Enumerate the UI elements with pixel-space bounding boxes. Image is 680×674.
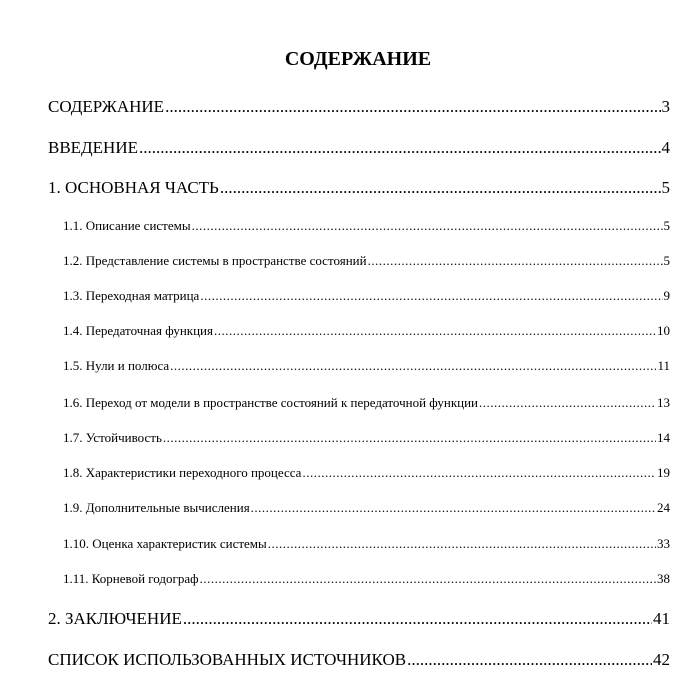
toc-entry[interactable]: [63, 430, 670, 446]
toc-entry-label: 1.1. Описание системы: [63, 218, 191, 233]
dot-leader: [139, 138, 661, 158]
toc-entry-page: 41: [653, 609, 670, 628]
toc-entry-page: 33: [657, 536, 670, 551]
toc-entry[interactable]: [63, 323, 670, 339]
toc-entry-label: 1.2. Представление системы в пространстве состояний: [63, 253, 367, 268]
dot-leader: [368, 253, 663, 269]
toc-entry-page: 5: [663, 253, 670, 268]
toc-entry-label: 1.9. Дополнительные вычисления: [63, 500, 250, 515]
toc-entry[interactable]: [63, 571, 670, 587]
toc-entry-page: 14: [657, 430, 670, 445]
toc-entry-label: 1.8. Характеристики переходного процесса: [63, 465, 302, 480]
toc-entry-label: 1.4. Передаточная функция: [63, 323, 213, 338]
toc-entry-label: СОДЕРЖАНИЕ: [48, 97, 165, 116]
toc-entry-label: 1.11. Корневой годограф: [63, 571, 199, 586]
toc-entry-page: 5: [661, 178, 670, 197]
toc-entry[interactable]: [63, 253, 670, 269]
toc-entry[interactable]: [63, 358, 670, 374]
toc-entry[interactable]: [63, 465, 670, 481]
toc-entry-label: СПИСОК ИСПОЛЬЗОВАННЫХ ИСТОЧНИКОВ: [48, 650, 407, 669]
toc-entry-label: 1.5. Нули и полюса: [63, 358, 170, 373]
dot-leader: [407, 650, 652, 670]
toc-entry-page: 4: [661, 138, 670, 157]
toc-entry-page: 38: [657, 571, 670, 586]
toc-entry-label: 1.7. Устойчивость: [63, 430, 162, 445]
toc-entry-label: 1.10. Оценка характеристик системы: [63, 536, 267, 551]
dot-leader: [200, 288, 662, 304]
dot-leader: [268, 536, 656, 552]
toc-entry[interactable]: [48, 138, 670, 158]
toc-entry[interactable]: [48, 97, 670, 117]
dot-leader: [200, 571, 656, 587]
toc-entry-label: 1.3. Переходная матрица: [63, 288, 200, 303]
toc-entry[interactable]: [63, 500, 670, 516]
dot-leader: [163, 430, 656, 446]
toc-entry[interactable]: [63, 536, 670, 552]
toc-entry-page: 19: [657, 465, 670, 480]
dot-leader: [165, 97, 660, 117]
toc-entry[interactable]: [63, 288, 670, 304]
toc-title: СОДЕРЖАНИЕ: [284, 48, 432, 70]
dot-leader: [214, 323, 656, 339]
toc-entry-page: 5: [663, 218, 670, 233]
toc-entry[interactable]: [63, 218, 670, 234]
dot-leader: [170, 358, 656, 374]
toc-entry-label: 1. ОСНОВНАЯ ЧАСТЬ: [48, 178, 219, 197]
toc-entry-page: 42: [653, 650, 670, 669]
toc-entry-page: 13: [657, 395, 670, 410]
dot-leader: [220, 178, 661, 198]
toc-entry[interactable]: [48, 650, 670, 670]
toc-entry-page: 3: [661, 97, 670, 116]
dot-leader: [192, 218, 663, 234]
dot-leader: [183, 609, 652, 629]
toc-entry-page: 24: [657, 500, 670, 515]
toc-entry-label: 2. ЗАКЛЮЧЕНИЕ: [48, 609, 182, 628]
toc-entry[interactable]: [48, 178, 670, 198]
toc-entry-label: 1.6. Переход от модели в пространстве состояний к передаточной функции: [63, 395, 479, 410]
toc-entry-page: 10: [657, 323, 670, 338]
toc-entry[interactable]: [63, 395, 670, 411]
toc-entry-page: 11: [657, 358, 670, 373]
dot-leader: [479, 395, 656, 411]
toc-entry-label: ВВЕДЕНИЕ: [48, 138, 138, 157]
toc-entry-page: 9: [663, 288, 670, 303]
dot-leader: [302, 465, 656, 481]
toc-entry[interactable]: [48, 609, 670, 629]
dot-leader: [251, 500, 656, 516]
